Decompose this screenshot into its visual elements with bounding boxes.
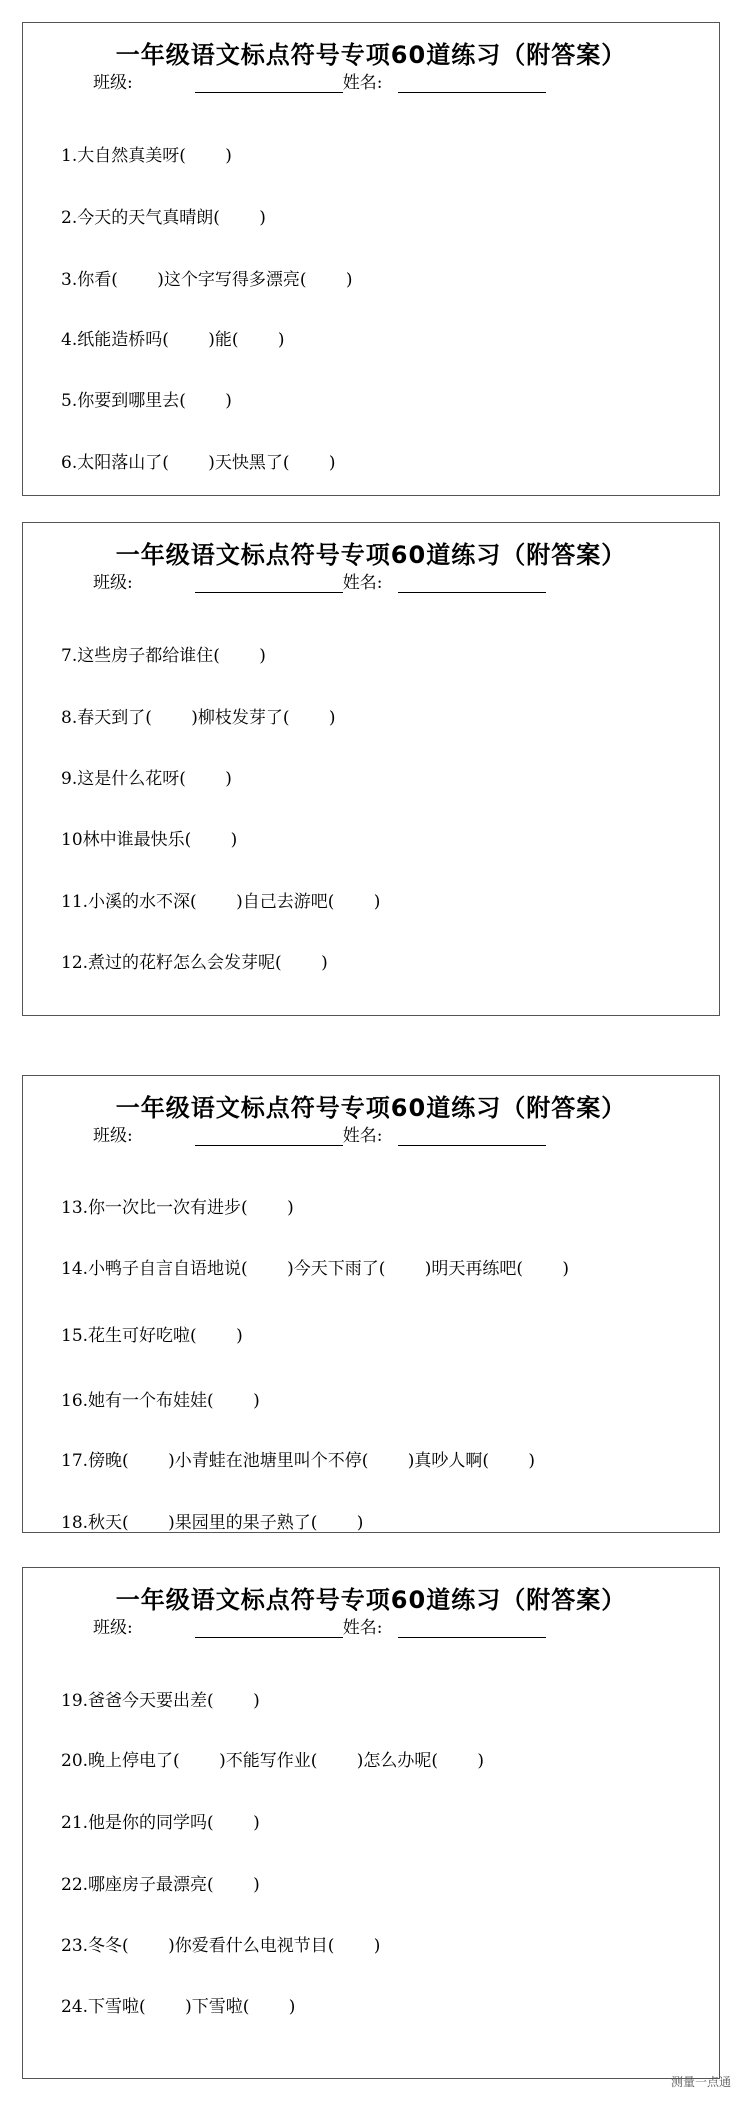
question-item: 5.你要到哪里去( ) bbox=[61, 391, 232, 411]
question-item: 2.今天的天气真晴朗( ) bbox=[61, 208, 266, 228]
name-blank[interactable] bbox=[398, 1123, 546, 1146]
question-item: 11.小溪的水不深( )自己去游吧( ) bbox=[61, 892, 381, 912]
worksheet-card-2 bbox=[22, 522, 720, 1016]
question-item: 10林中谁最快乐( ) bbox=[61, 830, 238, 850]
student-info-row bbox=[93, 567, 546, 593]
question-item: 4.纸能造桥吗( )能( ) bbox=[61, 330, 285, 350]
worksheet-title: 一年级语文标点符号专项60道练习（附答案） bbox=[115, 41, 627, 69]
name-label: 姓名: bbox=[342, 1126, 383, 1146]
class-label: 班级: bbox=[93, 573, 133, 593]
class-label: 班级: bbox=[93, 1618, 133, 1638]
worksheet-card-4 bbox=[22, 1567, 720, 2079]
worksheet-card-1 bbox=[22, 22, 720, 496]
question-item: 16.她有一个布娃娃( ) bbox=[61, 1391, 260, 1411]
question-item: 1.大自然真美呀( ) bbox=[61, 146, 232, 166]
class-blank[interactable] bbox=[195, 1123, 343, 1146]
question-item: 13.你一次比一次有进步( ) bbox=[61, 1198, 294, 1218]
student-info-row bbox=[93, 67, 546, 93]
name-label: 姓名: bbox=[342, 573, 383, 593]
class-blank[interactable] bbox=[195, 570, 343, 593]
worksheet-title: 一年级语文标点符号专项60道练习（附答案） bbox=[115, 1094, 627, 1122]
question-item: 6.太阳落山了( )天快黑了( ) bbox=[61, 453, 336, 473]
question-item: 15.花生可好吃啦( ) bbox=[61, 1326, 243, 1346]
question-item: 14.小鸭子自言自语地说( )今天下雨了( )明天再练吧( ) bbox=[61, 1259, 570, 1279]
question-item: 24.下雪啦( )下雪啦( ) bbox=[61, 1997, 296, 2017]
class-blank[interactable] bbox=[195, 70, 343, 93]
student-info-row bbox=[93, 1120, 546, 1146]
class-blank[interactable] bbox=[195, 1615, 343, 1638]
class-label: 班级: bbox=[93, 73, 133, 93]
question-item: 12.煮过的花籽怎么会发芽呢( ) bbox=[61, 953, 328, 973]
question-item: 23.冬冬( )你爱看什么电视节目( ) bbox=[61, 1936, 381, 1956]
class-label: 班级: bbox=[93, 1126, 133, 1146]
question-item: 19.爸爸今天要出差( ) bbox=[61, 1691, 260, 1711]
question-item: 20.晚上停电了( )不能写作业( )怎么办呢( ) bbox=[61, 1751, 485, 1771]
question-item: 18.秋天( )果园里的果子熟了( ) bbox=[61, 1513, 364, 1533]
student-info-row bbox=[93, 1612, 546, 1638]
question-item: 3.你看( )这个字写得多漂亮( ) bbox=[61, 270, 353, 290]
name-blank[interactable] bbox=[398, 570, 546, 593]
name-blank[interactable] bbox=[398, 70, 546, 93]
watermark-text: 测量一点通 bbox=[670, 2075, 731, 2089]
worksheet-card-3 bbox=[22, 1075, 720, 1533]
question-item: 7.这些房子都给谁住( ) bbox=[61, 646, 266, 666]
question-item: 8.春天到了( )柳枝发芽了( ) bbox=[61, 708, 336, 728]
question-item: 17.傍晚( )小青蛙在池塘里叫个不停( )真吵人啊( ) bbox=[61, 1451, 536, 1471]
worksheet-title: 一年级语文标点符号专项60道练习（附答案） bbox=[115, 541, 627, 569]
question-item: 22.哪座房子最漂亮( ) bbox=[61, 1875, 260, 1895]
question-item: 9.这是什么花呀( ) bbox=[61, 769, 232, 789]
name-label: 姓名: bbox=[342, 1618, 383, 1638]
worksheet-title: 一年级语文标点符号专项60道练习（附答案） bbox=[115, 1586, 627, 1614]
name-blank[interactable] bbox=[398, 1615, 546, 1638]
name-label: 姓名: bbox=[342, 73, 383, 93]
question-item: 21.他是你的同学吗( ) bbox=[61, 1813, 260, 1833]
